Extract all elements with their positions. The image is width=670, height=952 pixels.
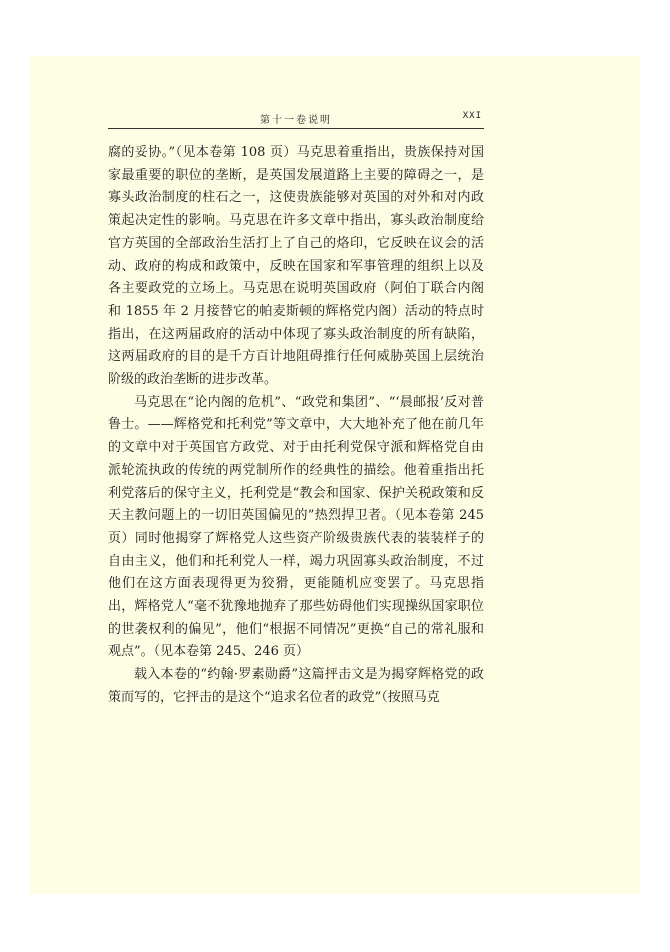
paragraph-3: 载入本卷的“约翰·罗素勋爵”这篇抨击文是为揭穿辉格党的政策而写的，它抨击的是这个“追求名位者的政党”（按照马克 xyxy=(108,667,484,705)
body-text xyxy=(108,142,484,710)
running-header xyxy=(108,108,484,129)
running-title: 第十一卷说明 xyxy=(260,115,332,126)
paragraph-2: 马克思在“论内阁的危机”、“政党和集团”、“‘晨邮报’反对普鲁士。——辉格党和托利党”等文章中，大大地补充了他在前几年的文章中对于英国官方政党、对于由托利党保守派和辉格党自由派轮流执政的传统的两党制所作的经典性的描绘。他着重指出托利党落后的保守主义，托利党是“教会和国家、保护关税政策和反天主教问题上的一切旧英国偏见的”热烈捍卫者。（见本卷第 245 页）同时他揭穿了辉格党人这些资产阶级贵族代表的装装样子的自由主义，他们和托利党人一样，竭力巩固寡头政治制度，不过他们在这方面表现得更为狡猾，更能随机应变罢了。马克思指出，辉格党人“毫不犹豫地抛弃了那些妨碍他们实现操纵国家职位的世袭权利的偏见”，他们“根据不同情况”更换“自己的常礼服和观点”。（见本卷第 245、246 页） xyxy=(108,394,484,660)
page-number: XXI xyxy=(462,111,482,121)
paragraph-1: 腐的妥协。”（见本卷第 108 页）马克思着重指出，贵族保持对国家最重要的职位的垄断，是英国发展道路上主要的障碍之一，是寡头政治制度的柱石之一，这使贵族能够对英国的对外和对内政策起决定性的影响。马克思在许多文章中指出，寡头政治制度给官方英国的全部政治生活打上了自己的烙印，它反映在议会的活动、政府的构成和政策中，反映在国家和军事管理的组织上以及各主要政党的立场上。马克思在说明英国政府（阿伯丁联合内阁和 1855 年 2 月接替它的帕麦斯顿的辉格党内阁）活动的特点时指出，在这两届政府的活动中体现了寡头政治制度的所有缺陷，这两届政府的目的是千方百计地阻碍推行任何威胁英国上层统治阶级的政治垄断的进步改革。 xyxy=(108,145,484,388)
